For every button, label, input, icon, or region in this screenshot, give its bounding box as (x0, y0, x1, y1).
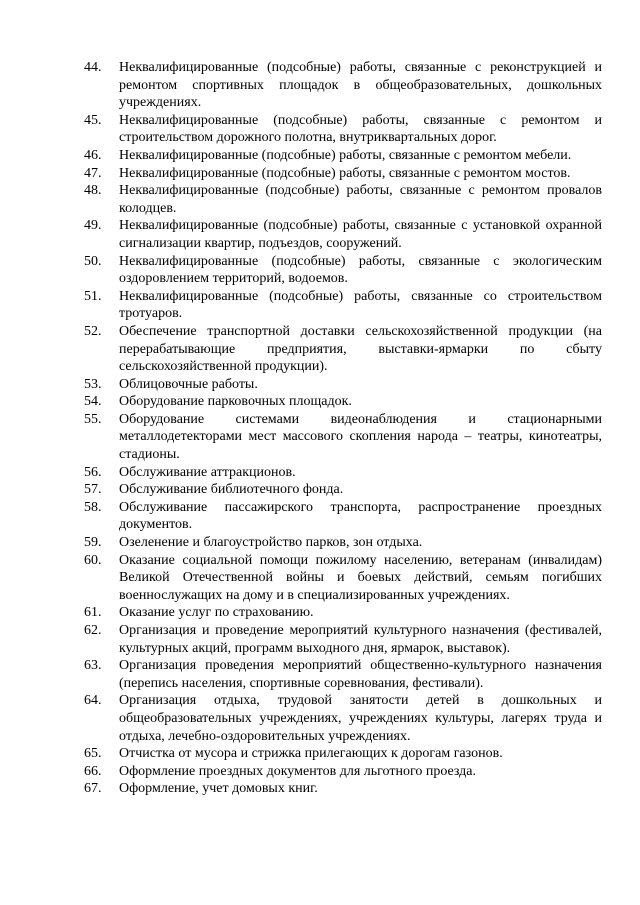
list-item (0, 692, 640, 745)
item-text: Оформление, учет домовых книг. (119, 781, 318, 797)
item-number: 63. (84, 658, 102, 674)
item-number: 65. (84, 746, 102, 762)
item-text: Обеспечение транспортной доставки сельскохозяйственной продукции (на перерабатывающие предприятия, выставки-ярмарки по сбыту сельскохозяйственной продукции). (119, 323, 602, 375)
list-item (0, 147, 640, 165)
item-text: Организация отдыха, трудовой занятости детей в дошкольных и общеобразовательных учреждениях, учреждениях культуры, лагерях труда и отдыха, лечебно-оздоровительных учреждениях. (119, 693, 602, 744)
item-number: 56. (84, 464, 102, 480)
item-text: Неквалифицированные (подсобные) работы, связанные со строительством тротуаров. (119, 288, 602, 322)
item-text: Обслуживание пассажирского транспорта, распространение проездных документов. (119, 499, 602, 533)
item-text: Отчистка от мусора и стрижка прилегающих к дорогам газонов. (119, 746, 503, 762)
list-item (0, 112, 640, 147)
list-item (0, 253, 640, 288)
item-number: 55. (84, 411, 102, 427)
list-item (0, 393, 640, 411)
item-number: 66. (84, 763, 102, 779)
list-item (0, 622, 640, 657)
item-number: 47. (84, 165, 102, 181)
item-number: 52. (84, 323, 102, 339)
item-number: 64. (84, 693, 102, 709)
item-number: 50. (84, 253, 102, 269)
item-number: 62. (84, 623, 102, 638)
item-number: 54. (84, 394, 102, 410)
work-types-list (0, 59, 640, 798)
item-text: Неквалифицированные (подсобные) работы, связанные с ремонтом и строительством дорожного полотна, внутриквартальных дорог. (119, 112, 602, 146)
item-number: 58. (84, 499, 102, 515)
list-item (0, 745, 640, 763)
item-number: 49. (84, 218, 102, 234)
item-text: Организация и проведение мероприятий культурного назначения (фестивалей, культурных акций, программ выходного дня, ярмарок, выставок). (119, 623, 602, 656)
item-text: Неквалифицированные (подсобные) работы, связанные с ремонтом мебели. (119, 147, 572, 163)
item-text: Оказание социальной помощи пожилому населению, ветеранам (инвалидам) Великой Отечественной войны и боевых действий, семьям погибших военнослужащих на дому и в специализированных учреждениях. (119, 552, 602, 603)
list-item (0, 217, 640, 252)
item-text: Обслуживание аттракционов. (119, 464, 296, 480)
item-text: Организация проведения мероприятий общественно-культурного назначения (перепись населения, спортивные соревнования, фестивали). (119, 658, 602, 691)
list-item (0, 464, 640, 482)
item-number: 44. (84, 60, 102, 75)
list-item (0, 288, 640, 323)
list-item (0, 182, 640, 217)
list-item (0, 763, 640, 781)
list-item (0, 657, 640, 692)
list-item (0, 780, 640, 798)
item-number: 67. (84, 781, 102, 797)
list-item (0, 376, 640, 394)
item-number: 59. (84, 535, 102, 551)
item-number: 61. (84, 605, 102, 621)
list-item (0, 323, 640, 376)
item-number: 53. (84, 376, 102, 392)
list-item (0, 552, 640, 605)
item-number: 45. (84, 112, 102, 128)
item-number: 46. (84, 147, 102, 163)
item-text: Оказание услуг по страхованию. (119, 605, 314, 621)
item-text: Облицовочные работы. (119, 376, 258, 392)
item-text: Неквалифицированные (подсобные) работы, связанные с установкой охранной сигнализации квартир, подъездов, сооружений. (119, 218, 602, 251)
item-text: Неквалифицированные (подсобные) работы, связанные с экологическим оздоровлением территорий, водоемов. (119, 253, 602, 287)
list-item (0, 481, 640, 499)
item-text: Неквалифицированные (подсобные) работы, связанные с ремонтом провалов колодцев. (119, 183, 602, 216)
item-text: Неквалифицированные (подсобные) работы, связанные с реконструкцией и ремонтом спортивных площадок в общеобразовательных, дошкольных учреждениях. (119, 60, 602, 111)
item-text: Оборудование системами видеонаблюдения и стационарными металлодетекторами мест массового скопления народа – театры, кинотеатры, стадионы. (119, 411, 602, 463)
list-item (0, 165, 640, 183)
item-text: Оформление проездных документов для льготного проезда. (119, 763, 477, 779)
item-number: 60. (84, 552, 102, 568)
item-text: Обслуживание библиотечного фонда. (119, 482, 344, 498)
list-item (0, 534, 640, 552)
item-number: 51. (84, 288, 102, 304)
item-number: 57. (84, 482, 102, 498)
item-text: Оборудование парковочных площадок. (119, 394, 352, 410)
item-text: Озеленение и благоустройство парков, зон отдыха. (119, 535, 423, 551)
list-item (0, 604, 640, 622)
item-text: Неквалифицированные (подсобные) работы, связанные с ремонтом мостов. (119, 165, 571, 181)
list-item (0, 499, 640, 534)
list-item (0, 411, 640, 464)
list-item (0, 59, 640, 112)
item-number: 48. (84, 183, 102, 199)
